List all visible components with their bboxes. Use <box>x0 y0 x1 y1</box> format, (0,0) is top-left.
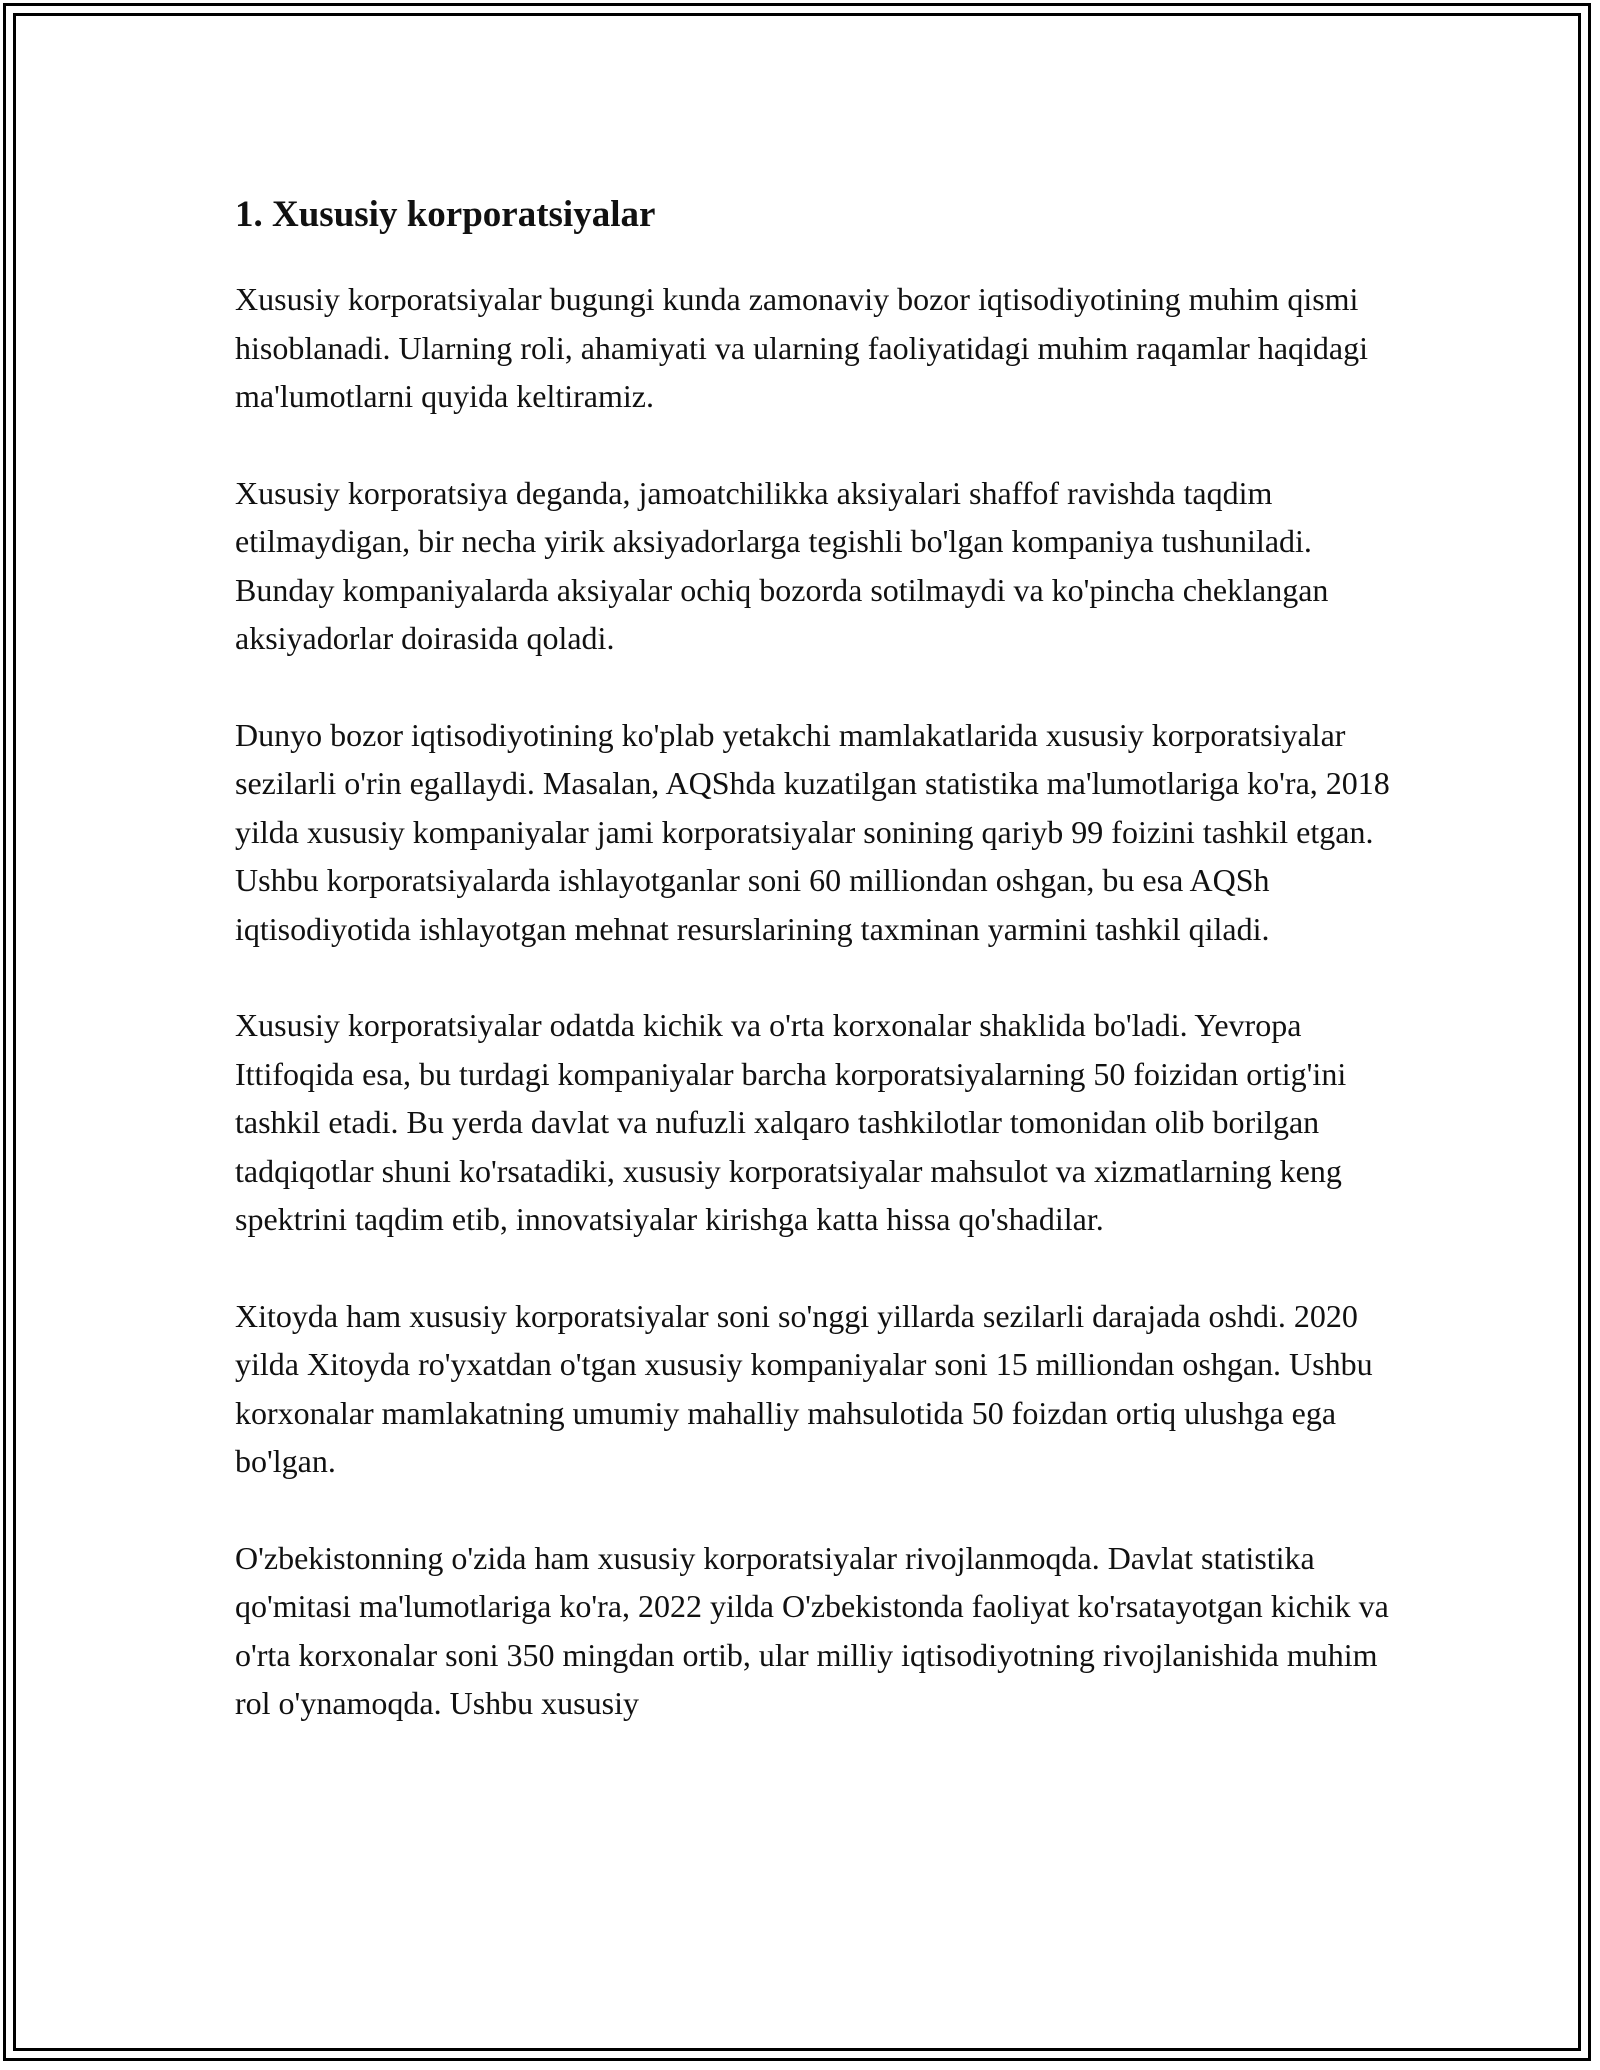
document-body <box>235 185 1395 1776</box>
paragraph-definition: Xususiy korporatsiya deganda, jamoatchilikka aksiyalari shaffof ravishda taqdim etilmaydigan, bir necha yirik aksiyadorlarga tegishli bo'lgan kompaniya tushuniladi. Bunday kompaniyalarda aksiyalar ochiq bozorda sotilmaydi va ko'pincha cheklangan aksiyadorlar doirasida qoladi. <box>235 474 1329 656</box>
paragraph-intro: Xususiy korporatsiyalar bugungi kunda zamonaviy bozor iqtisodiyotining muhim qismi hisoblanadi. Ularning roli, ahamiyati va ularning faoliyatidagi muhim raqamlar haqidagi ma'lumotlarni quyida keltiramiz. <box>235 281 1369 414</box>
paragraph-eu: Xususiy korporatsiyalar odatda kichik va o'rta korxonalar shaklida bo'ladi. Yevropa Ittifoqida esa, bu turdagi kompaniyalar barcha korporatsiyalarning 50 foizidan ortig'ini tashkil etadi. Bu yerda davlat va nufuzli xalqaro tashkilotlar tomonidan olib borilgan tadqiqotlar shuni ko'rsatadiki, xususiy korporatsiyalar mahsulot va xizmatlarning keng spektrini taqdim etib, innovatsiyalar kirishga katta hissa qo'shadilar. <box>235 1007 1347 1237</box>
section-heading: 1. Xususiy korporatsiyalar <box>235 194 656 235</box>
paragraph-usa: Dunyo bozor iqtisodiyotining ko'plab yetakchi mamlakatlarida xususiy korporatsiyalar sezilarli o'rin egallaydi. Masalan, AQShda kuzatilgan statistika ma'lumotlariga ko'ra, 2018 yilda xususiy kompaniyalar jami korporatsiyalar sonining qariyb 99 foizini tashkil etgan. Ushbu korporatsiyalarda ishlayotganlar soni 60 milliondan oshgan, bu esa AQSh iqtisodiyotida ishlayotgan mehnat resurslarining taxminan yarmini tashkil qiladi. <box>235 716 1390 947</box>
paragraph-uzbekistan: O'zbekistonning o'zida ham xususiy korporatsiyalar rivojlanmoqda. Davlat statistika qo'mitasi ma'lumotlariga ko'ra, 2022 yilda O'zbekistonda faoliyat ko'rsatayotgan kichik va o'rta korxonalar soni 350 mingdan ortib, ular milliy iqtisodiyotning rivojlanishida muhim rol o'ynamoqda. Ushbu xususiy <box>235 1539 1389 1721</box>
paragraph-china: Xitoyda ham xususiy korporatsiyalar soni so'nggi yillarda sezilarli darajada oshdi. 2020 yilda Xitoyda ro'yxatdan o'tgan xususiy kompaniyalar soni 15 milliondan oshgan. Ushbu korxonalar mamlakatning umumiy mahalliy mahsulotida 50 foizdan ortiq ulushga ega bo'lgan. <box>235 1297 1373 1479</box>
